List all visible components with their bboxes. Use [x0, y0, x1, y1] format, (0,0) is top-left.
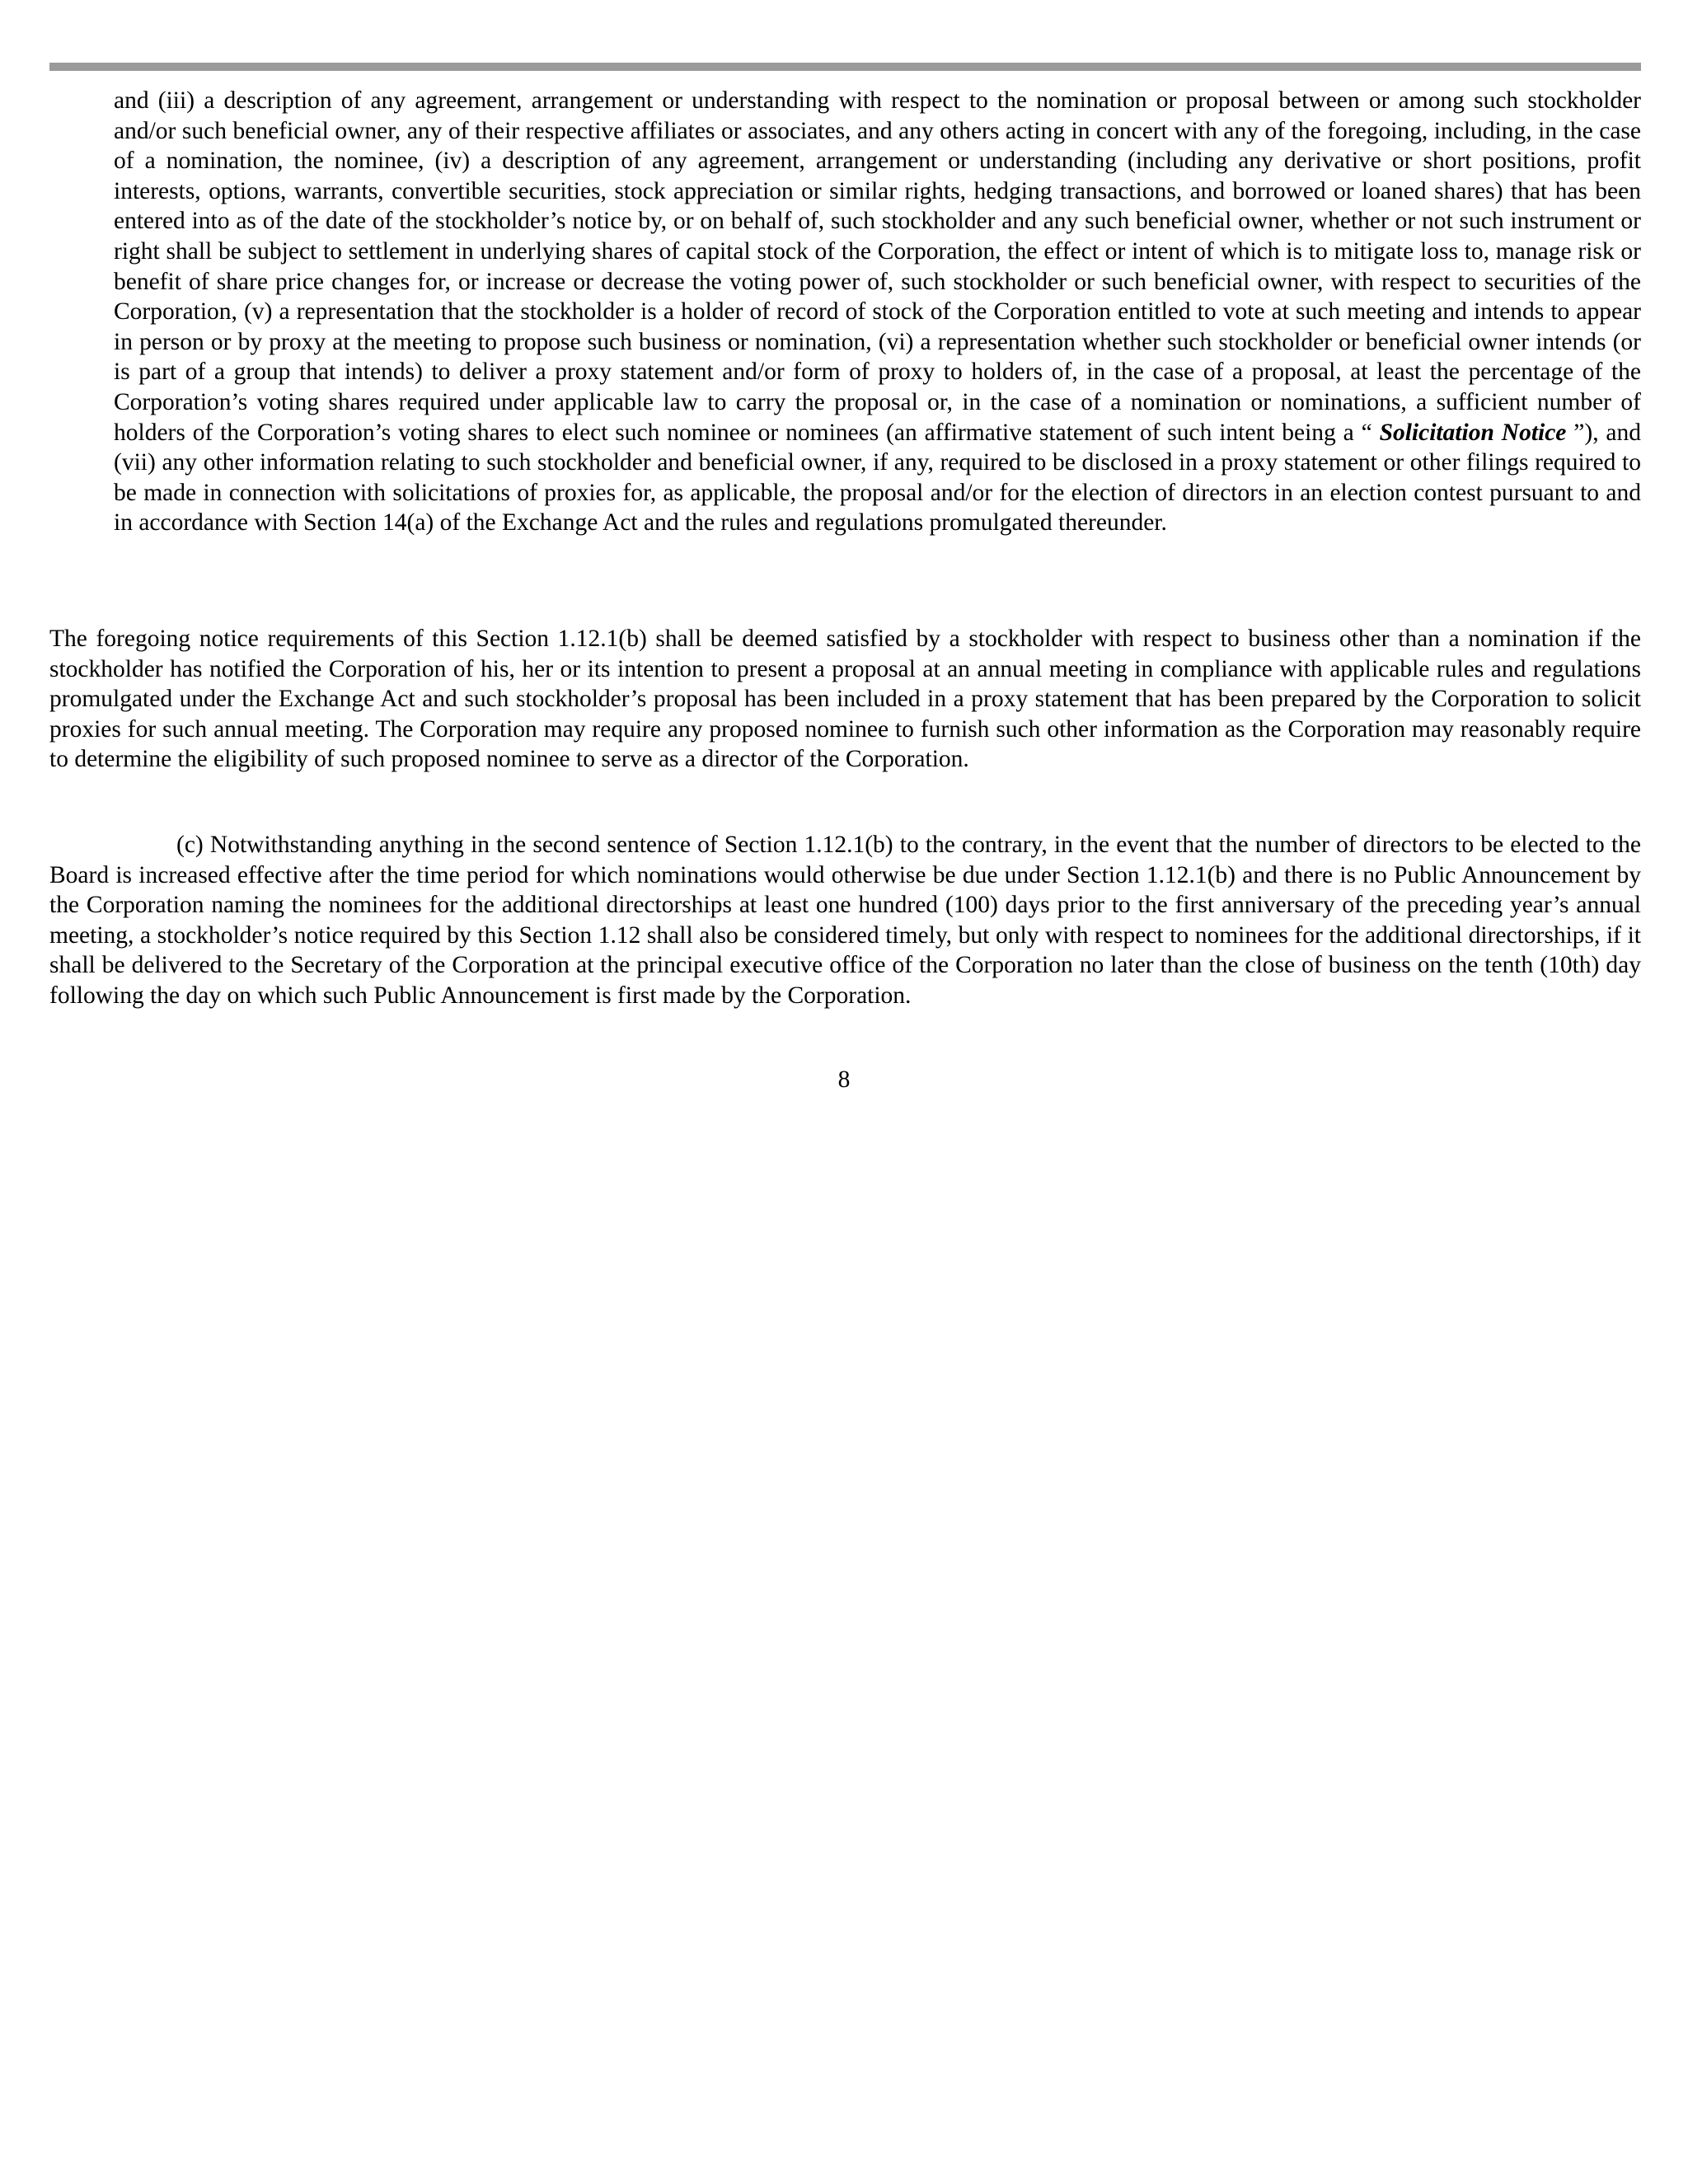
page-number: 8: [837, 1066, 851, 1093]
paragraph-c-notwithstanding: (c) Notwithstanding anything in the second sentence of Section 1.12.1(b) to the contrary, in the event that the number of directors to be elected to the Board is increased effective after the time period for which nominations would otherwise be due under Section 1.12.1(b) and there is no Public Announcement by the Corporation naming the nominees for the additional directorships at least one hundred (100) days prior to the first anniversary of the preceding year’s annual meeting, a stockholder’s notice required by this Section 1.12 shall also be considered timely, but only with respect to nominees for the additional directorships, if it shall be delivered to the Secretary of the Corporation at the principal executive office of the Corporation no later than the close of business on the tenth (10th) day following the day on which such Public Announcement is first made by the Corporation.: [49, 832, 1641, 1009]
paragraph-text: ”), and (vii) any other information relating to such stockholder and beneficial owner, if any, required to be disclosed in a proxy statement or other filings required to be made in connection with solicitations of proxies for, as applicable, the proposal and/or for the election of directors in an election contest pursuant to and in accordance with Section 14(a) of the Exchange Act and the rules and regulations promulgated thereunder.: [114, 419, 1642, 537]
paragraph-foregoing-notice: The foregoing notice requirements of this Section 1.12.1(b) shall be deemed satisfied by a stockholder with respect to business other than a nomination if the stockholder has notified the Corporation of his, her or its intention to present a proposal at an annual meeting in compliance with applicable rules and regulations promulgated under the Exchange Act and such stockholder’s proposal has been included in a proxy statement that has been prepared by the Corporation to solicit proxies for such annual meeting. The Corporation may require any proposed nominee to furnish such other information as the Corporation may reasonably require to determine the eligibility of such proposed nominee to serve as a director of the Corporation.: [49, 626, 1641, 773]
defined-term-solicitation-notice: Solicitation Notice: [1379, 419, 1567, 446]
paragraph-items-iii-to-vii: [114, 86, 1641, 538]
header-rule: [49, 63, 1641, 71]
paragraph-text: and (iii) a description of any agreement, arrangement or understanding with respect to the nomination or proposal between or among such stockholder and/or such beneficial owner, any of their respective affiliates or associates, and any others acting in concert with any of the foregoing, including, in the case of a nomination, the nominee, (iv) a description of any agreement, arrangement or understanding (including any derivative or short positions, profit interests, options, warrants, convertible securities, stock appreciation or similar rights, hedging transactions, and borrowed or loaned shares) that has been entered into as of the date of the stockholder’s notice by, or on behalf of, such stockholder and any such beneficial owner, whether or not such instrument or right shall be subject to settlement in underlying shares of capital stock of the Corporation, the effect or intent of which is to mitigate loss to, manage risk or benefit of share price changes for, or increase or decrease the voting power of, such stockholder or such beneficial owner, with respect to securities of the Corporation, (v) a representation that the stockholder is a holder of record of stock of the Corporation entitled to vote at such meeting and intends to appear in person or by proxy at the meeting to propose such business or nomination, (vi) a representation whether such stockholder or beneficial owner intends (or is part of a group that intends) to deliver a proxy statement and/or form of proxy to holders of, in the case of a proposal, at least the percentage of the Corporation’s voting shares required under applicable law to carry the proposal or, in the case of a nomination or nominations, a sufficient number of holders of the Corporation’s voting shares to elect such nominee or nominees (an affirmative statement of such intent being a “: [114, 87, 1641, 446]
